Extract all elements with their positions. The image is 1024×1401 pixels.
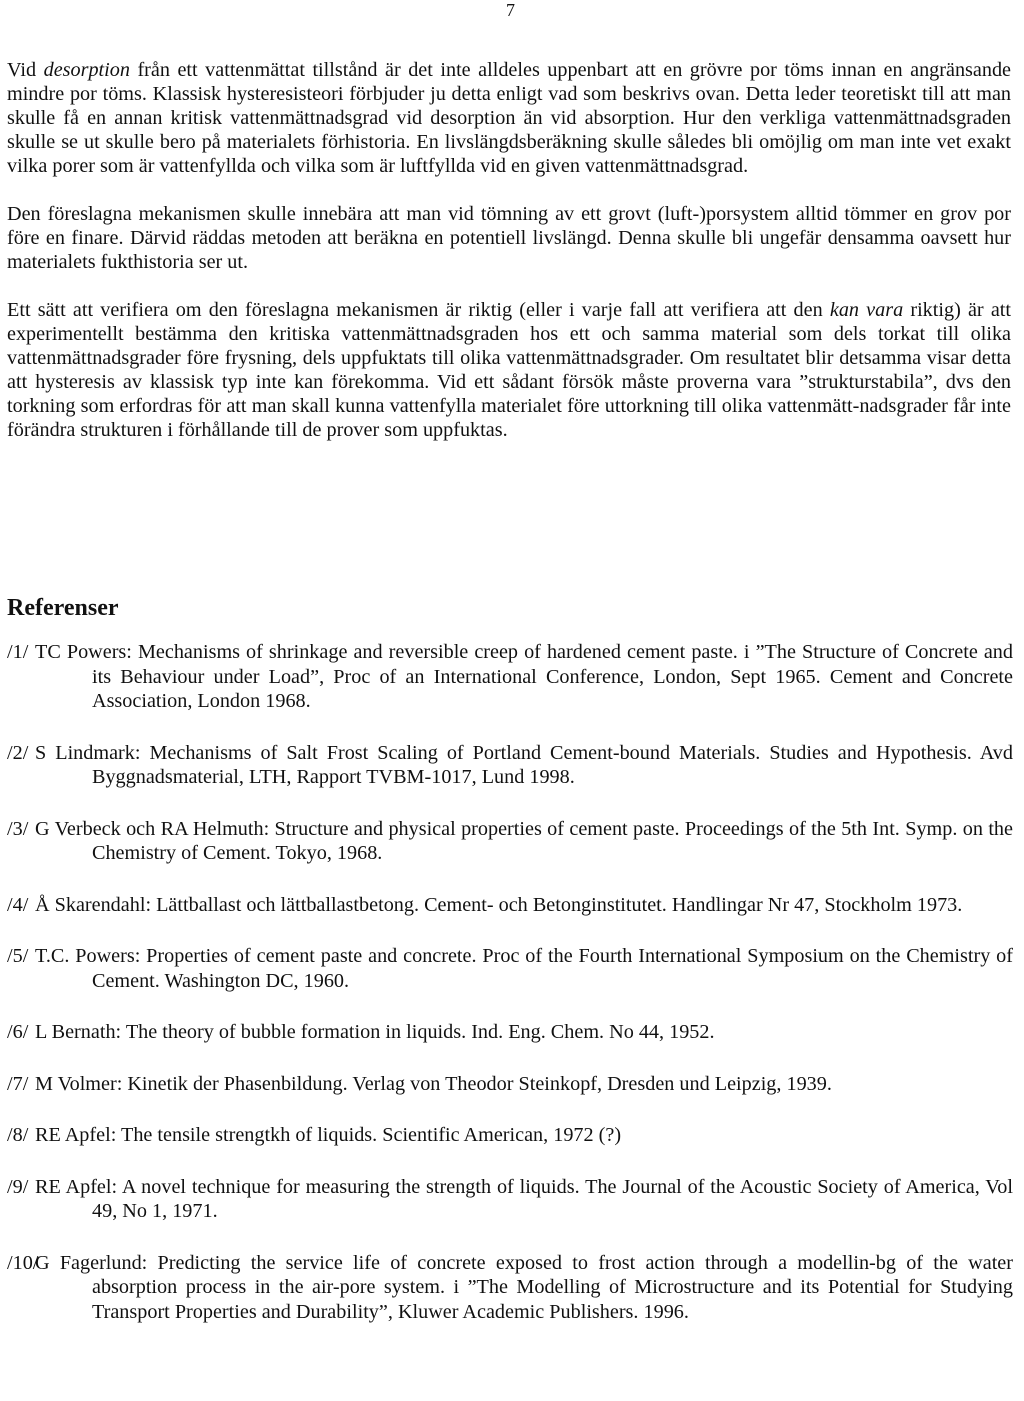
paragraph-text: Vid (7, 59, 44, 81)
reference-number: /9/ (7, 1175, 29, 1198)
paragraph-text: Ett sätt att verifiera om den föreslagna mekanismen är riktig (eller i varje fall att verifiera att den (7, 299, 830, 321)
reference-text: T.C. Powers: Properties of cement paste and concrete. Proc of the Fourth International Symposium on the Chemistry of Cement. Washington DC, 1960. (35, 945, 1013, 992)
reference-number: /8/ (7, 1124, 29, 1146)
reference-item (7, 817, 1013, 866)
reference-text: G Fagerlund: Predicting the service life of concrete exposed to frost action through a modellin-bg of the water absorption process in the air-pore system. i ”The Modelling of Microstructure and its Potential for Studying Transport Properties and Durability”, Kluwer Academic Publishers. 1996. (35, 1251, 1013, 1323)
reference-item (7, 640, 1013, 714)
reference-text: Å Skarendahl: Lättballast och lättballastbetong. Cement- och Betonginstitutet. Handlingar Nr 47, Stockholm 1973. (35, 893, 963, 916)
reference-number: /1/ (7, 641, 29, 663)
references-list (7, 640, 1013, 1351)
reference-number: /5/ (7, 945, 29, 967)
reference-item (7, 1072, 1013, 1097)
reference-item (7, 1020, 1013, 1045)
paragraph-mechanism (7, 202, 1011, 274)
references-heading: Referenser (7, 595, 119, 621)
reference-item (7, 1123, 1013, 1148)
reference-text: RE Apfel: The tensile strengtkh of liquids. Scientific American, 1972 (?) (35, 1124, 622, 1146)
emphasis-text: kan vara (829, 299, 904, 321)
reference-text: G Verbeck och RA Helmuth: Structure and physical properties of cement paste. Proceedings of the 5th Int. Symp. on the Chemistry of Cement. Tokyo, 1968. (35, 817, 1013, 864)
reference-item (7, 741, 1013, 790)
reference-number: /4/ (7, 893, 29, 916)
paragraph-text: från ett vattenmättat tillstånd är det inte alldeles uppenbart att en grövre por töms innan en angränsande mindre por töms. Klassisk hysteresisteori förbjuder ju detta enligt vad som beskrivs ovan. Detta leder teoretiskt till att man skulle få en annan kritisk vattenmättnadsgrad vid desorption än vid absorption. Hur den verkliga vattenmättnadsgraden skulle se ut skulle bero på materialets förhistoria. En livslängdsberäkning skulle således bli omöjlig om man inte vet exakt vilka porer som är vattenfyllda och vilka som är luftfyllda vid en given vattenmättnadsgrad. (7, 59, 1012, 177)
reference-number: /10/ (7, 1251, 39, 1274)
page-number: 7 (506, 0, 515, 20)
reference-item (7, 1251, 1013, 1325)
paragraph-text: riktig) är att experimentellt bestämma den kritiska vattenmättnadsgraden hos ett och samma material som dels torkat till olika vattenmättnadsgrader före frysning, dels uppfuktats till olika vattenmättnadsgrader. Om resultatet blir detsamma visar detta att hysteresis av klassisk typ inte kan förekomma. Vid ett sådant försök måste proverna vara ”strukturstabila”, dvs den torkning som erfordras för att man skall kunna vattenfylla materialet före uttorkning till olika vattenmätt-nadsgrader får inte förändra strukturen i förhållande till de prover som uppfuktas. (7, 299, 1012, 441)
reference-text: L Bernath: The theory of bubble formation in liquids. Ind. Eng. Chem. No 44, 1952. (35, 1021, 715, 1043)
paragraph-verification (7, 298, 1011, 442)
reference-number: /2/ (7, 741, 29, 764)
emphasis-text: desorption (43, 59, 130, 81)
reference-text: S Lindmark: Mechanisms of Salt Frost Scaling of Portland Cement-bound Materials. Studies and Hypothesis. Avd Byggnadsmaterial, LTH, Rapport TVBM-1017, Lund 1998. (35, 741, 1013, 788)
reference-item (7, 944, 1013, 993)
paragraph-text: Den föreslagna mekanismen skulle innebära att man vid tömning av ett grovt (luft-)porsystem alltid tömmer en grov por före en finare. Därvid räddas metoden att beräkna en potentiell livslängd. Denna skulle bli ungefär densamma oavsett hur materialets fukthistoria ser ut. (7, 203, 1011, 273)
reference-text: M Volmer: Kinetik der Phasenbildung. Verlag von Theodor Steinkopf, Dresden und Leipzig, 1939. (35, 1072, 832, 1095)
body-text (7, 58, 1011, 466)
reference-text: TC Powers: Mechanisms of shrinkage and reversible creep of hardened cement paste. i ”The Structure of Concrete and its Behaviour under Load”, Proc of an International Conference, London, Sept 1965. Cement and Concrete Association, London 1968. (35, 641, 1013, 712)
paragraph-desorption (7, 58, 1011, 178)
reference-item (7, 1175, 1013, 1224)
reference-number: /6/ (7, 1021, 29, 1043)
reference-text: RE Apfel: A novel technique for measuring the strength of liquids. The Journal of the Acoustic Society of America, Vol 49, No 1, 1971. (35, 1175, 1013, 1222)
reference-number: /3/ (7, 817, 29, 840)
reference-item (7, 893, 1013, 918)
reference-number: /7/ (7, 1072, 29, 1095)
